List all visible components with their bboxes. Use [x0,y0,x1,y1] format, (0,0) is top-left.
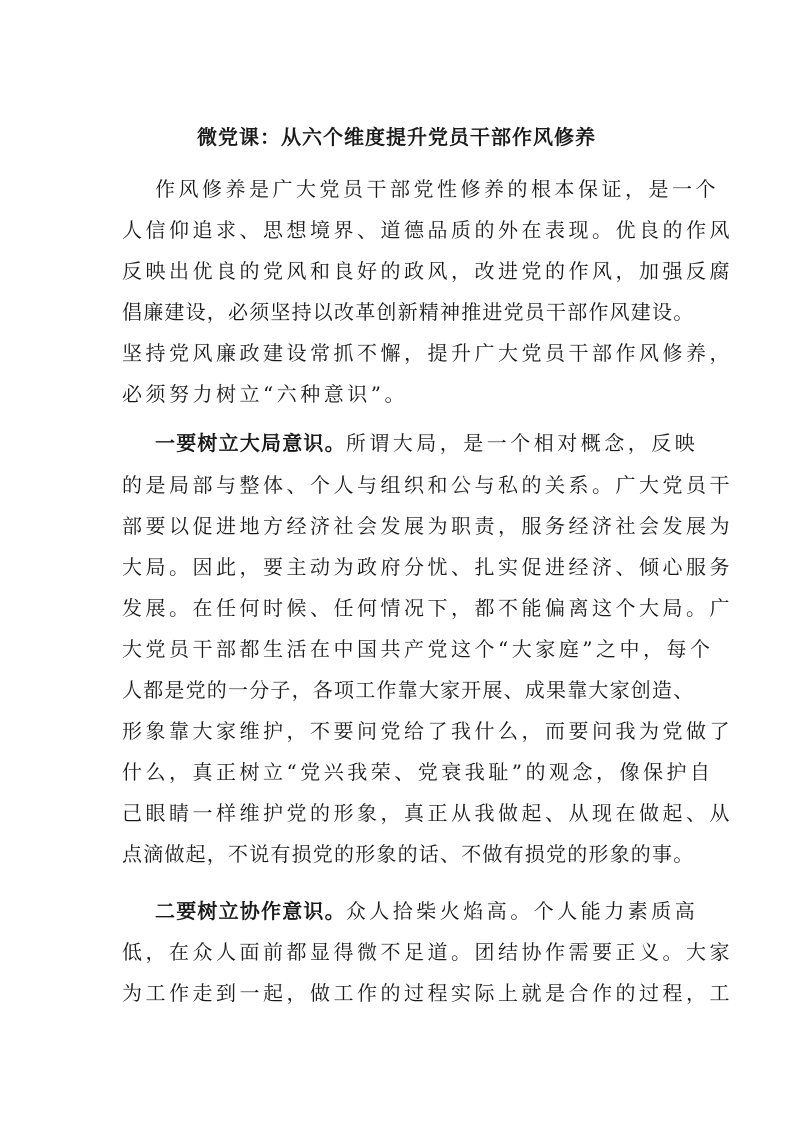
section2-first-line-rest: 众人拾柴火焰高。个人能力素质高 [345,899,699,923]
section2-line-1: 低，在众人面前都显得微不足道。团结协作需要正义。大家 [122,940,733,964]
intro-line-6: 必须努力树立“六种意识”。 [122,382,408,406]
intro-line-4: 倡廉建设，必须坚持以改革创新精神推进党员干部作风建设。 [122,300,695,324]
section2-line-2: 为工作走到一起，做工作的过程实际上就是合作的过程，工 [122,981,733,1005]
document-title: 微党课：从六个维度提升党员干部作风修养 [197,125,596,149]
section1-line-2: 部要以促进地方经济社会发展为职责，服务经济社会发展为 [122,514,733,538]
section1-line-8: 什么，真正树立“党兴我荣、党衰我耻”的观念，像保护自 [122,760,714,784]
intro-line-5: 坚持党风廉政建设常抓不懈，提升广大党员干部作风修养， [122,341,733,365]
section1-line-1: 的是局部与整体、个人与组织和公与私的关系。广大党员干 [122,473,733,497]
section2-lead: 二要树立协作意识。 [155,899,346,923]
section1-line-10: 点滴做起，不说有损党的形象的话、不做有损党的形象的事。 [122,842,695,866]
section1-line-9: 己眼睛一样维护党的形象，真正从我做起、从现在做起、从 [122,801,733,825]
section2-first-line [155,893,698,929]
intro-line-2: 人信仰追求、思想境界、道德品质的外在表现。优良的作风 [122,218,733,242]
section1-line-3: 大局。因此，要主动为政府分忧、扎实促进经济、倾心服务 [122,555,733,579]
section1-line-7: 形象靠大家维护，不要问党给了我什么，而要问我为党做了 [122,719,733,743]
intro-line-3: 反映出优良的党风和良好的政风，改进党的作风，加强反腐 [122,259,733,283]
intro-line-1: 作风修养是广大党员干部党性修养的根本保证，是一个 [155,177,719,201]
section1-lead: 一要树立大局意识。 [155,431,346,455]
section1-line-4: 发展。在任何时候、任何情况下，都不能偏离这个大局。广 [122,596,733,620]
section1-line-5: 大党员干部都生活在中国共产党这个“大家庭”之中，每个 [122,637,714,661]
section1-line-6: 人都是党的一分子，各项工作靠大家开展、成果靠大家创造、 [122,678,695,702]
section1-first-line [155,425,698,461]
section1-first-line-rest: 所谓大局，是一个相对概念，反映 [345,431,699,455]
